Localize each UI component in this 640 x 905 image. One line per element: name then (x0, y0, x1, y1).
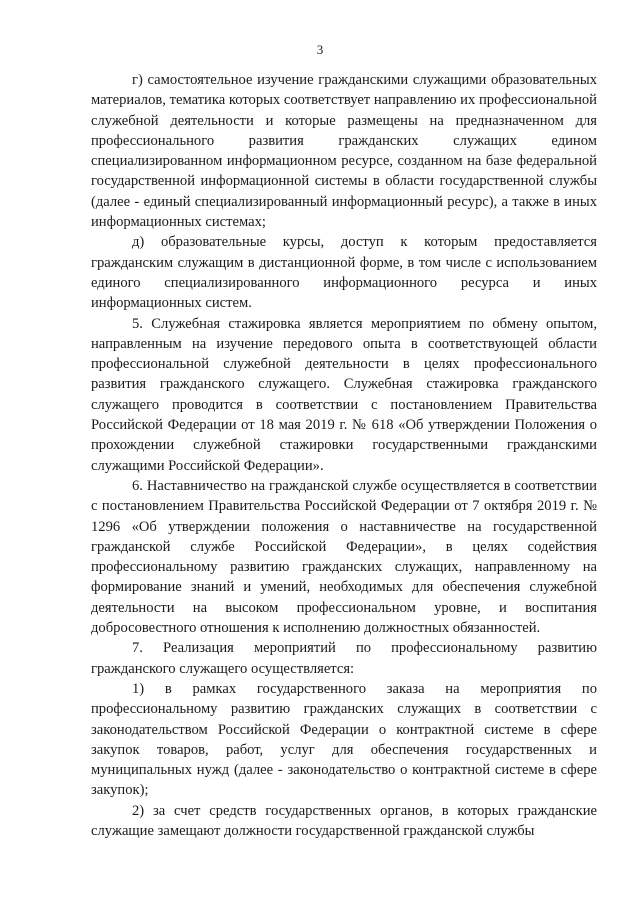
paragraph-6-mentoring: 6. Наставничество на гражданской службе осуществляется в соответствии с постановлением Правительства Российской Федерации от 7 октября 2019 г. № 1296 «Об утверждении положения о наставничестве на государственной гражданской службе Российской Федерации», в целях содействия профессиональному развитию гражданских служащих, направленному на формирование знаний и умений, необходимых для обеспечения служебной деятельности на высоком профессиональном уровне, и воспитания добросовестного отношения к исполнению должностных обязанностей. (91, 477, 597, 637)
document-body (91, 70, 597, 841)
page-number: 3 (316, 42, 324, 57)
paragraph-5-internship: 5. Служебная стажировка является мероприятием по обмену опытом, направленным на изучение передового опыта в соответствующей области профессиональной служебной деятельности в целях профессионального развития гражданского служащего. Служебная стажировка гражданского служащего проводится в соответствии с постановлением Правительства Российской Федерации от 18 мая 2019 г. № 618 «Об утверждении Положения о прохождении служебной стажировки государственными гражданскими служащими Российской Федерации». (91, 315, 597, 474)
paragraph-item-d: д) образовательные курсы, доступ к которым предоставляется гражданским служащим в дистанционной форме, в том числе с использованием единого специализированного информационного ресурса и иных информационных систем. (91, 234, 597, 312)
paragraph-item-g: г) самостоятельное изучение гражданскими служащими образовательных материалов, тематика которых соответствует направлению их профессиональной служебной деятельности и которые размещены на предназначенном для профессионального развития гражданских служащих едином специализированном информационном ресурсе, созданном на базе федеральной государственной информационной системы в области государственной службы (далее - единый специализированный информационный ресурс), а также в иных информационных системах; (91, 72, 597, 231)
paragraph-7-item-2: 2) за счет средств государственных органов, в которых гражданские служащие замещают должности государственной гражданской службы (91, 802, 597, 839)
paragraph-7-implementation: 7. Реализация мероприятий по профессиональному развитию гражданского служащего осуществляется: (91, 640, 597, 677)
paragraph-7-item-1: 1) в рамках государственного заказа на мероприятия по профессиональному развитию гражданских служащих в соответствии с законодательством Российской Федерации о контрактной системе в сфере закупок товаров, работ, услуг для обеспечения государственных и муниципальных нужд (далее - законодательство о контрактной системе в сфере закупок); (91, 680, 597, 799)
